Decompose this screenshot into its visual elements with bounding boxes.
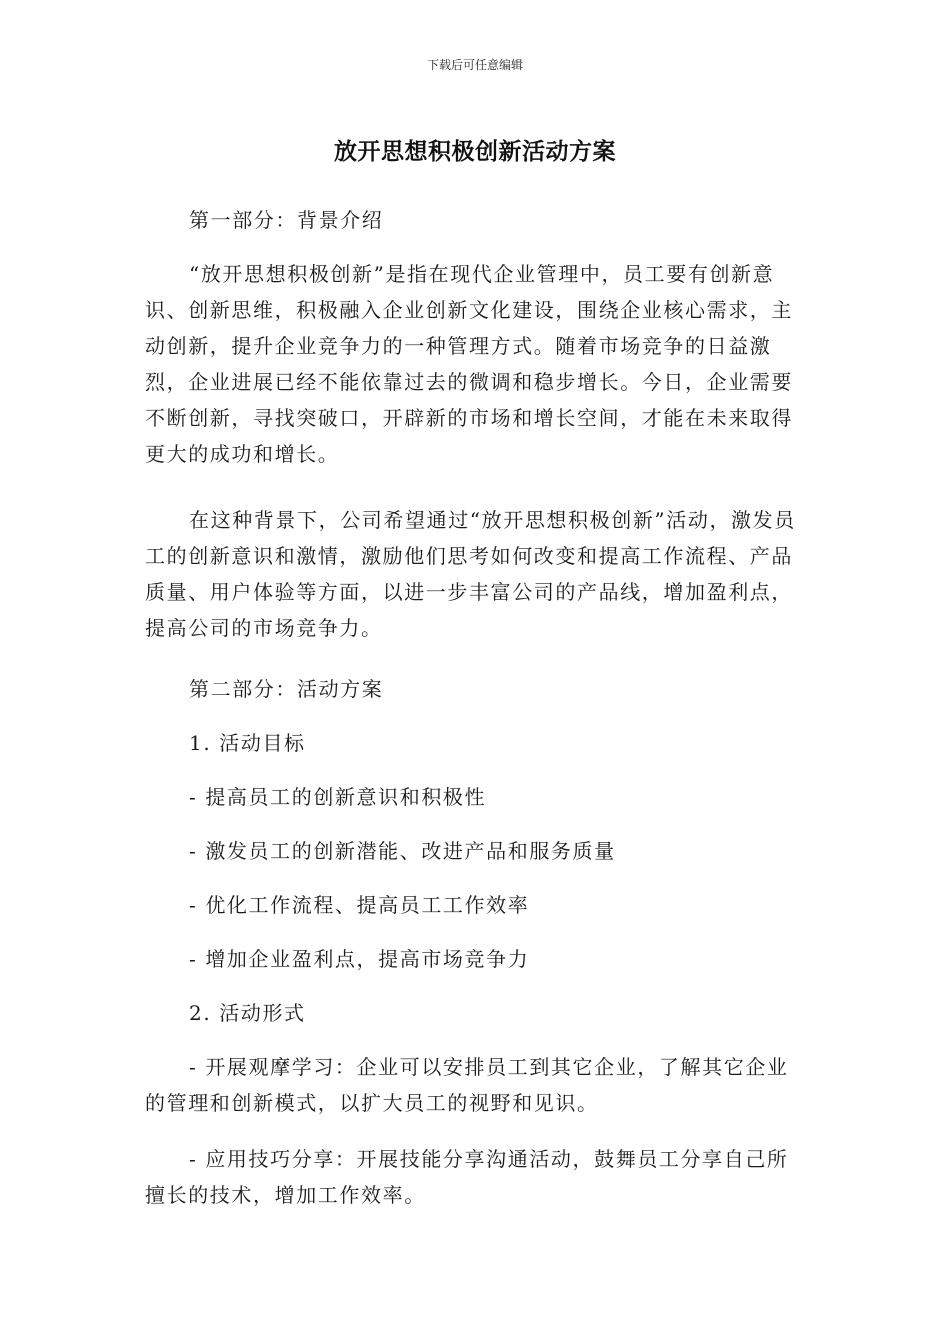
part1-heading: 第一部分：背景介绍 — [189, 208, 384, 232]
form-item-2: - 应用技巧分享：开展技能分享沟通活动，鼓舞员工分享自己所擅长的技术，增加工作效率。 — [145, 1147, 789, 1207]
part1-paragraph-1-block — [145, 256, 805, 472]
goal-item: - 优化工作流程、提高员工工作效率 — [189, 893, 530, 917]
goal-item-2-block — [145, 833, 805, 869]
goal-item: - 提高员工的创新意识和积极性 — [189, 785, 487, 809]
form-item-1-block — [145, 1049, 805, 1121]
goal-heading: 1. 活动目标 — [189, 731, 306, 755]
part1-heading-block — [145, 202, 805, 238]
part2-heading: 第二部分：活动方案 — [189, 677, 384, 701]
goal-item-3-block — [145, 887, 805, 923]
part1-paragraph-2-block — [145, 502, 805, 646]
form-item-1: - 开展观摩学习：企业可以安排员工到其它企业，了解其它企业的管理和创新模式，以扩大员工的视野和见识。 — [145, 1055, 789, 1115]
part1-paragraph-2: 在这种背景下，公司希望通过“放开思想积极创新”活动，激发员工的创新意识和激情，激励他们思考如何改变和提高工作流程、产品质量、用户体验等方面，以进一步丰富公司的产品线，增加盈利点，提高公司的市场竞争力。 — [145, 508, 796, 640]
form-item-2-block — [145, 1141, 805, 1213]
form-heading: 2. 活动形式 — [189, 1001, 306, 1025]
goal-item: - 激发员工的创新潜能、改进产品和服务质量 — [189, 839, 616, 863]
part2-heading-block — [145, 671, 805, 707]
goal-item-4-block — [145, 941, 805, 977]
part1-paragraph-1: “放开思想积极创新”是指在现代企业管理中，员工要有创新意识、创新思维，积极融入企业创新文化建设，围绕企业核心需求，主动创新，提升企业竞争力的一种管理方式。随着市场竞争的日益激烈，企业进展已经不能依靠过去的微调和稳步增长。今日，企业需要不断创新，寻找突破口，开辟新的市场和增长空间，才能在未来取得更大的成功和增长。 — [145, 262, 793, 466]
document-title: 放开思想积极创新活动方案 — [334, 139, 616, 165]
goal-item-1-block — [145, 779, 805, 815]
goal-item: - 增加企业盈利点，提高市场竞争力 — [189, 947, 530, 971]
form-heading-block — [145, 995, 805, 1031]
header-note: 下载后可任意编辑 — [426, 58, 523, 72]
goal-heading-block — [145, 725, 805, 761]
